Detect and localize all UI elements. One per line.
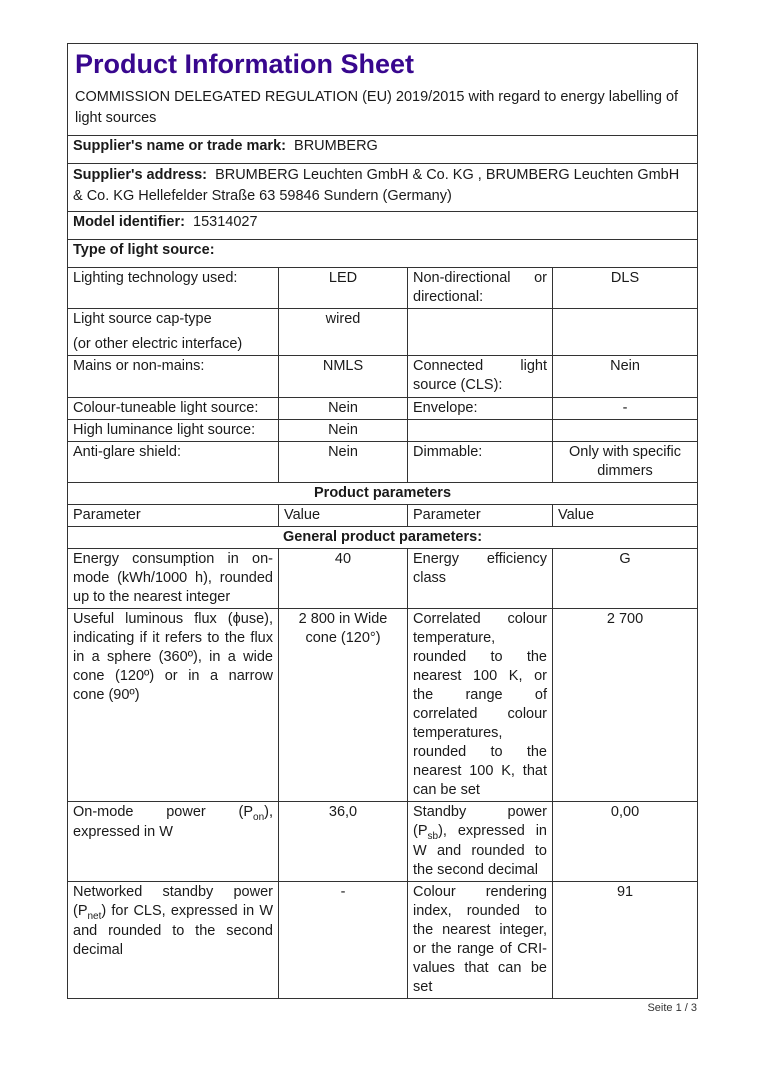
value-cell: [553, 420, 698, 442]
table-row: [68, 549, 698, 609]
subscript: sb: [427, 830, 439, 842]
value-cell: wired: [279, 309, 408, 356]
model-identifier-row: [68, 212, 698, 240]
value-cell: DLS: [553, 268, 698, 309]
column-header: Parameter: [68, 505, 279, 527]
table-row: [68, 44, 698, 136]
param-cell: High luminance light source:: [68, 420, 279, 442]
param-cell: Energy consumption in on-mode (kWh/1000 h), rounded up to the nearest integer: [68, 549, 279, 609]
value-cell: 0,00: [553, 802, 698, 882]
value-cell: 2 700: [553, 609, 698, 802]
param-cell: [68, 309, 279, 356]
column-header: Parameter: [408, 505, 553, 527]
value-cell: [553, 309, 698, 356]
param-cell: Anti-glare shield:: [68, 442, 279, 483]
product-info-table: [67, 43, 698, 999]
table-row: [68, 268, 698, 309]
table-row: [68, 420, 698, 442]
section-product-parameters: Product parameters: [68, 483, 698, 505]
table-row: [68, 802, 698, 882]
section-row: [68, 527, 698, 549]
param-cell: Connected light source (CLS):: [408, 356, 553, 398]
param-cell: [68, 881, 279, 998]
table-row: [68, 356, 698, 398]
supplier-address-value: BRUMBERG Leuchten GmbH & Co. KG , BRUMBERG Leuchten GmbH & Co. KG Hellefelder Straße 63 59846 Sundern (Germany): [73, 167, 680, 204]
param-text: Standby power (P: [413, 804, 547, 839]
value-cell: 2 800 in Wide cone (120°): [279, 609, 408, 802]
param-cell: Energy efficiency class: [408, 549, 553, 609]
cap-type-line2: (or other electric interface): [73, 336, 243, 352]
section-row: [68, 483, 698, 505]
header-cell: [68, 44, 698, 136]
value-cell: G: [553, 549, 698, 609]
model-identifier-label: Model identifier:: [73, 214, 185, 230]
param-text: ), expressed in W and rounded to the second decimal: [413, 823, 547, 878]
param-text: Networked standby power (P: [73, 883, 273, 919]
table-row: [68, 881, 698, 998]
param-cell: [68, 802, 279, 882]
value-cell: 36,0: [279, 802, 408, 882]
value-cell: 40: [279, 549, 408, 609]
section-general-parameters: General product parameters:: [68, 527, 698, 549]
supplier-name-value: BRUMBERG: [294, 138, 378, 154]
param-cell: [408, 802, 553, 882]
supplier-name-row: [68, 136, 698, 164]
column-header: Value: [553, 505, 698, 527]
param-cell: [408, 420, 553, 442]
model-identifier-value: 15314027: [193, 214, 258, 230]
subscript: net: [87, 910, 102, 922]
param-cell: Useful luminous flux (ϕuse), indicating if it refers to the flux in a sphere (360º), in a wide cone (120º) or in a narrow cone (90º): [68, 609, 279, 802]
supplier-address-label: Supplier's address:: [73, 167, 207, 183]
param-text: ), expressed in W: [73, 804, 273, 840]
param-cell: Envelope:: [408, 398, 553, 420]
param-cell: Non-directional or directional:: [408, 268, 553, 309]
value-cell: Nein: [279, 398, 408, 420]
param-cell: Dimmable:: [408, 442, 553, 483]
page-number: Seite 1 / 3: [647, 1002, 697, 1014]
value-cell: 91: [553, 881, 698, 998]
document-title: Product Information Sheet: [75, 49, 415, 79]
param-cell: Colour rendering index, rounded to the nearest integer, or the range of CRI-values that can be set: [408, 881, 553, 998]
supplier-name-label: Supplier's name or trade mark:: [73, 138, 286, 154]
param-text: ) for CLS, expressed in W and rounded to the second decimal: [73, 902, 273, 958]
param-text: On-mode power (P: [73, 804, 254, 820]
value-cell: Nein: [279, 442, 408, 483]
table-row: [68, 609, 698, 802]
value-cell: -: [279, 881, 408, 998]
supplier-address-row: [68, 164, 698, 212]
param-cell: [408, 309, 553, 356]
value-cell: Only with specific dimmers: [553, 442, 698, 483]
param-cell: Lighting technology used:: [68, 268, 279, 309]
subscript: on: [253, 811, 265, 823]
value-cell: Nein: [553, 356, 698, 398]
table-row: [68, 398, 698, 420]
type-heading-row: [68, 240, 698, 268]
table-row: [68, 309, 698, 356]
param-cell: Mains or non-mains:: [68, 356, 279, 398]
column-header-row: [68, 505, 698, 527]
param-cell: Correlated colour temperature, rounded to the nearest 100 K, or the range of correlated colour temperatures, rounded to the nearest 100 K, that can be set: [408, 609, 553, 802]
param-cell: Colour-tuneable light source:: [68, 398, 279, 420]
type-heading: Type of light source:: [68, 240, 698, 268]
regulation-subtitle: COMMISSION DELEGATED REGULATION (EU) 2019/2015 with regard to energy labelling of light sources: [75, 89, 679, 126]
value-cell: Nein: [279, 420, 408, 442]
cap-type-line1: Light source cap-type: [73, 311, 212, 327]
column-header: Value: [279, 505, 408, 527]
table-row: [68, 442, 698, 483]
value-cell: -: [553, 398, 698, 420]
value-cell: LED: [279, 268, 408, 309]
value-cell: NMLS: [279, 356, 408, 398]
